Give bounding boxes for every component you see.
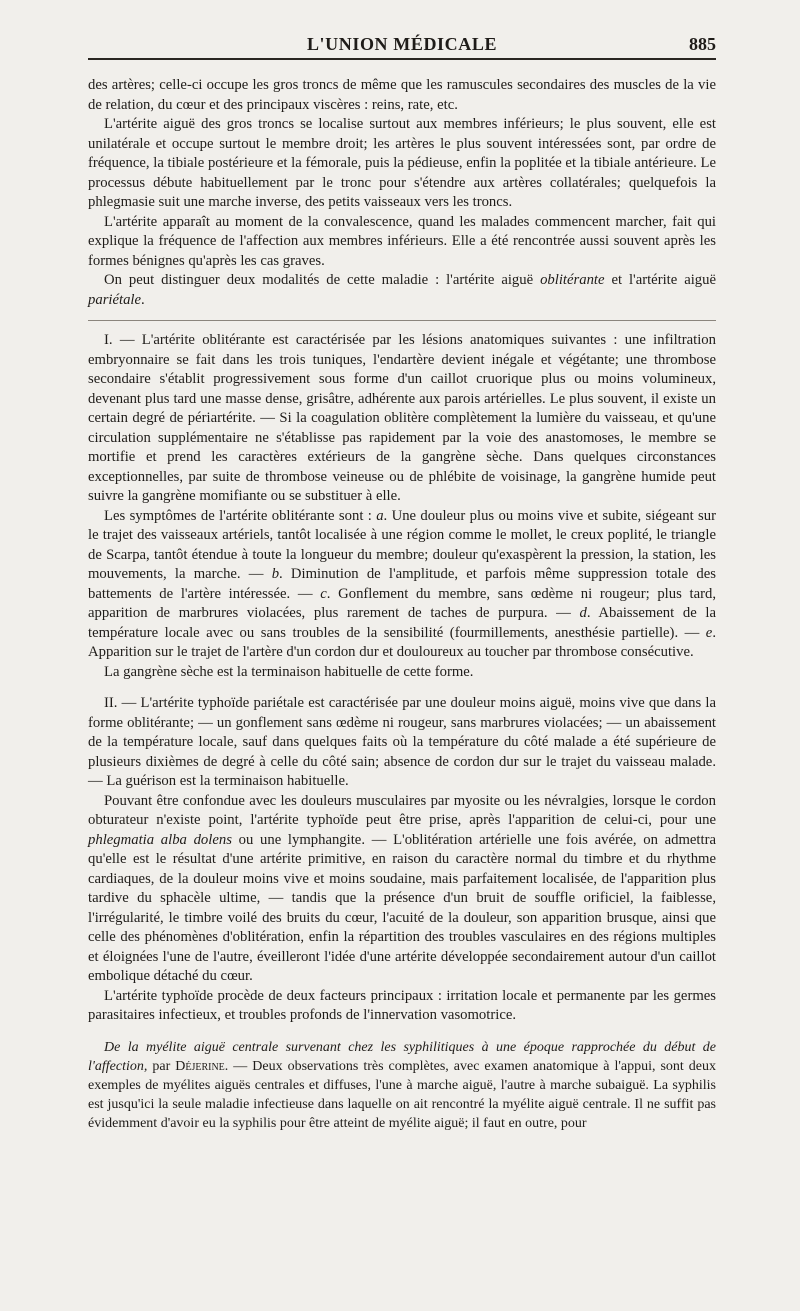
text-run: . Abaissement de la température locale avec ou sans troubles de la sensibilité (fourmillements, anesthésie partielle). — <box>88 605 716 641</box>
text-run: . Apparition sur le trajet de l'artère d'un cordon dur et douloureux au toucher par thrombose consécutive. <box>88 624 716 660</box>
paragraph: La gangrène sèche est la terminaison habituelle de cette forme. <box>104 663 474 680</box>
list-letter: a <box>376 507 384 524</box>
italic-term: pariétale <box>88 291 142 308</box>
italic-term: phlegmatia alba dolens <box>88 831 232 848</box>
italic-term: oblitérante <box>540 272 605 288</box>
text-run: Les symptômes de l'artérite oblitérante sont : <box>104 507 377 524</box>
paragraph: I. — L'artérite oblitérante est caractérisée par les lésions anatomiques suivantes : une infiltration embryonnaire se fait dans les trois tuniques, l'endartère devient inégale et végétante; une thrombose secondaire s'établit progressivement sous forme d'un caillot cruorique plus ou moins volumineux, devenant plus tard une masse dense, grisâtre, adhérente aux parois artérielles. Le plus souvent, il existe un certain degré de périartérite. — Si la coagulation oblitère complètement la lumière du vaisseau, et qu'une circulation supplémentaire ne s'établisse pas rapidement par la voie des anastomoses, le membre se mortifie et prend les caractères extérieurs de la gangrène sèche. Dans quelques circonstances exceptionnelles, par suite de thrombose veineuse ou de phlébite de voisinage, la gangrène humide peut suivre la gangrène momifiante ou se substituer à elle. <box>88 332 716 504</box>
list-letter: d <box>579 605 587 621</box>
text-run: par <box>147 1058 176 1074</box>
text-run: Pouvant être confondue avec les douleurs musculaires par myosite ou les névralgies, lorsque le cordon obturateur n'existe point, l'artérite typhoïde peut être prise, après l'apparition de celui-ci, pour une <box>88 792 716 828</box>
text-run: . — Deux observations très complètes, avec examen anatomique à l'appui, sont deux exemples de myélites aiguës centrales et diffuses, l'une à marche aiguë, l'autre à marche subaiguë. La syphilis est jusqu'ici la seule maladie infectieuse dans laquelle on ait rencontré la myélite aiguë centrale. Il ne suffit pas évidemment d'avoir eu la syphilis pour être atteint de myélite aiguë; il faut en outre, pour <box>88 1058 716 1131</box>
author-name: Déjerine <box>175 1058 225 1074</box>
paragraph: L'artérite typhoïde procède de deux facteurs principaux : irritation locale et permanente par les germes parasitaires infectieux, et troubles profonds de l'innervation vasomotrice. <box>88 987 716 1023</box>
paragraph: II. — L'artérite typhoïde pariétale est caractérisée par une douleur moins aiguë, moins vive que dans la forme oblitérante; — un gonflement sans œdème ni rougeur, sans marbrures violacées; — un abaissement de la température locale, sauf dans quelques faits où la température du côté malade a été supérieure de plusieurs dixièmes de degré à celle du côté sain; absence de cordon dur sur le trajet du vaisseau malade. — La guérison est la terminaison habituelle. <box>88 695 716 789</box>
text-run: . Une douleur plus ou moins vive et subite, siégeant sur le trajet des vaisseaux artériels, tantôt localisée à une région comme le mollet, le creux poplité, le triangle de Scarpa, tantôt étendue à toute la longueur du membre; douleur qu'exaspèrent la pression, la station, les mouvements, la marche. — <box>88 507 716 582</box>
paragraph: des artères; celle-ci occupe les gros troncs de même que les ramuscules secondaires des muscles de la vie de relation, du cœur et des principaux viscères : reins, rate, etc. <box>88 77 716 113</box>
paragraph <box>88 507 716 663</box>
review-paragraph <box>88 1038 716 1133</box>
text-run: . Diminution de l'amplitude, et parfois même suppression totale des battements de l'artère intéressée. — <box>88 566 717 602</box>
paragraph <box>88 792 716 987</box>
text-run: . Gonflement du membre, sans œdème ni rougeur; plus tard, apparition de marbrures violacées, plus rarement de taches de purpura. — <box>88 585 716 621</box>
paragraph: L'artérite apparaît au moment de la convalescence, quand les malades commencent marcher, fait qui explique la fréquence de l'affection aux membres inférieurs. Elle a été rencontrée aussi souvent après les formes bénignes qu'après les cas graves. <box>88 213 716 269</box>
article-body <box>88 76 716 1133</box>
text-run: . <box>141 291 145 308</box>
journal-title: L'UNION MÉDICALE <box>306 34 498 54</box>
text-run: On peut distinguer deux modalités de cette maladie : l'artérite aiguë <box>104 272 541 288</box>
paragraph: L'artérite aiguë des gros troncs se localise surtout aux membres inférieurs; le plus souvent, elle est unilatérale et occupe surtout le membre droit; les artères le plus souvent intéressées sont, par ordre de fréquence, la tibiale postérieure et la fémorale, puis la pédieuse, enfin la poplitée et la tibiale antérieure. Le processus débute habituellement par le tronc pour s'étendre aux artères collatérales; quelquefois la phlegmasie suit une marche inverse, des petits vaisseaux vers les troncs. <box>88 116 716 210</box>
list-letter: b <box>271 566 280 582</box>
section-divider <box>88 320 716 321</box>
paragraph <box>88 271 716 310</box>
list-letter: c <box>320 585 327 602</box>
text-run: ou une lymphangite. — L'oblitération artérielle une fois avérée, on admettra qu'elle est le résultat d'une artérite primitive, en raison du caractère normal du timbre et du rhythme cardiaques, de la douleur moins vive et moins soudaine, mais parfaitement localisée, de l'apparition plus tardive du sphacèle ultime, — tandis que la présence d'un bruit de souffle orificiel, la faiblesse, l'irrégularité, le timbre voilé des bruits du cœur, l'acuité de la douleur, son apparition brusque, ainsi que celle des phénomènes d'oblitération, enfin la répartition des troubles vasculaires en des régions multiples et éloignées l'une de l'autre, éveilleront l'idée d'une artérite développée secondairement autour d'un caillot embolique détaché du cœur. <box>88 831 717 984</box>
review-title: De la myélite aiguë centrale survenant chez les syphilitiques à une époque rapprochée du début de l'affection, <box>88 1039 716 1074</box>
running-head <box>88 34 716 60</box>
list-letter: e <box>705 624 713 641</box>
page-number: 885 <box>689 34 716 54</box>
text-run: et l'artérite aiguë <box>604 272 716 288</box>
